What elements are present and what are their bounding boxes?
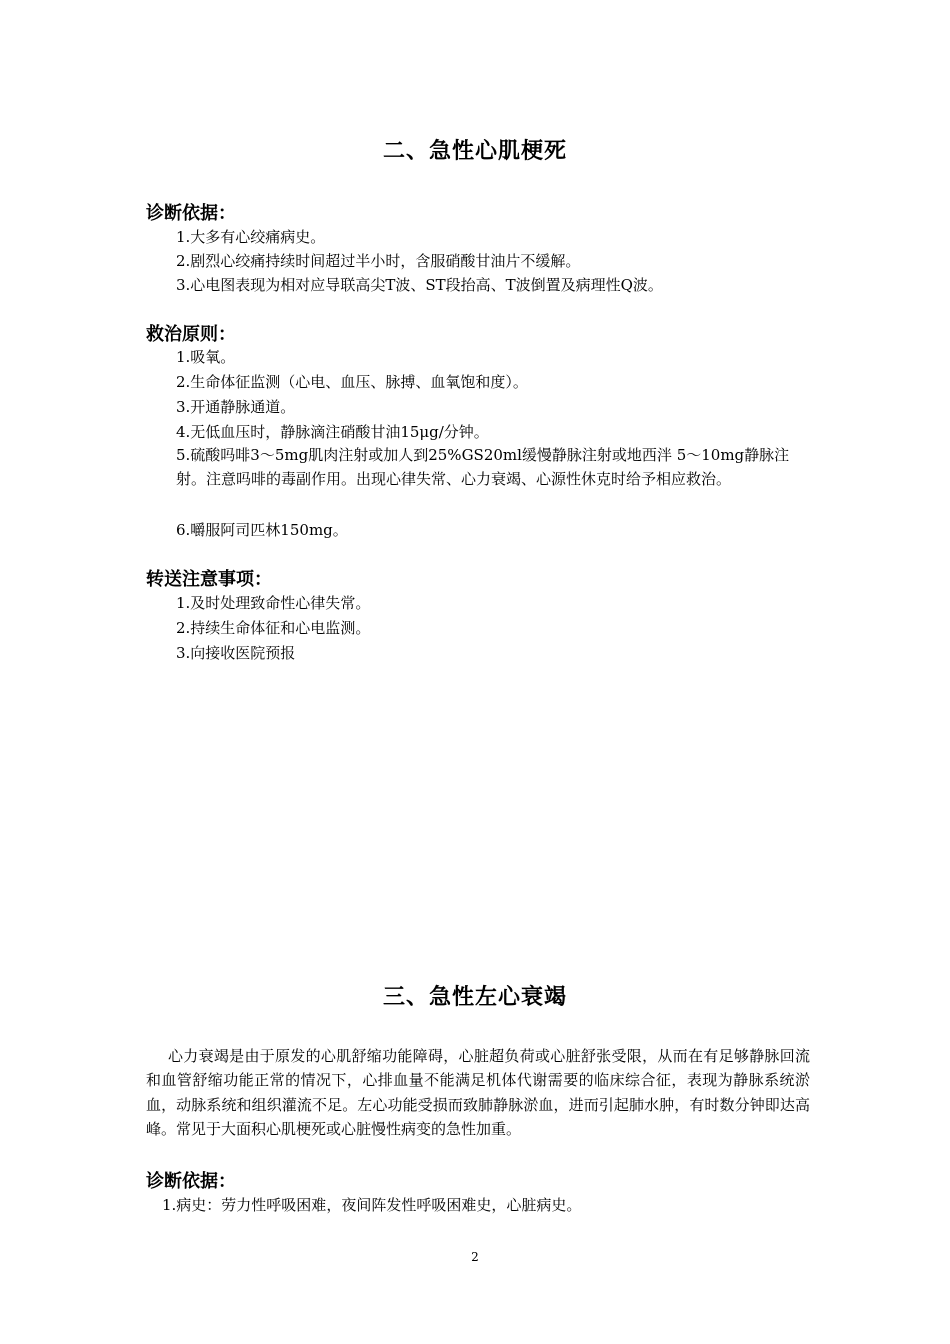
list-item: 2.生命体征监测（心电、血压、脉搏、血氧饱和度）。	[176, 373, 528, 391]
list-item: 3.心电图表现为相对应导联高尖T波、ST段抬高、T波倒置及病理性Q波。	[176, 276, 663, 294]
list-item: 3.向接收医院预报	[176, 644, 296, 662]
list-item: 6.嚼服阿司匹林150mg。	[176, 521, 348, 539]
section-title-acute-lhf: 三、急性左心衰竭	[382, 985, 567, 1010]
list-item: 2.持续生命体征和心电监测。	[176, 619, 371, 637]
list-item	[176, 443, 812, 491]
list-item: 4.无低血压时，静脉滴注硝酸甘油15μg/分钟。	[176, 423, 489, 441]
diagnosis-heading: 诊断依据：	[146, 1171, 236, 1192]
transfer-heading: 转送注意事项：	[146, 569, 272, 590]
list-item: 1.病史：劳力性呼吸困难，夜间阵发性呼吸困难史，心脏病史。	[162, 1196, 582, 1214]
list-item-text: 5.硫酸吗啡3～5mg肌肉注射或加人到25%GS20ml缓慢静脉注射或地西泮 5～10mg静脉注射。注意吗啡的毒副作用。出现心律失常、心力衰竭、心源性休克时给予相应救治。	[176, 446, 790, 488]
intro-paragraph: 心力衰竭是由于原发的心肌舒缩功能障碍，心脏超负荷或心脏舒张受限，从而在有足够静脉回流和血管舒缩功能正常的情况下，心排血量不能满足机体代谢需要的临床综合征，表现为静脉系统淤血，动脉系统和组织灌流不足。左心功能受损而致肺静脉淤血，进而引起肺水肿，有时数分钟即达高峰。常见于大面积心肌梗死或心脏慢性病变的急性加重。	[146, 1047, 810, 1139]
list-item: 3.开通静脉通道。	[176, 398, 296, 416]
diagnosis-heading: 诊断依据：	[146, 203, 236, 224]
page-number: 2	[471, 1250, 479, 1264]
treatment-heading: 救治原则：	[146, 324, 236, 345]
list-item: 1.吸氧。	[176, 348, 236, 366]
list-item: 1.大多有心绞痛病史。	[176, 228, 326, 246]
list-item: 1.及时处理致命性心律失常。	[176, 594, 371, 612]
section-title-acute-mi: 二、急性心肌梗死	[382, 139, 567, 164]
list-item: 2.剧烈心绞痛持续时间超过半小时，含服硝酸甘油片不缓解。	[176, 252, 581, 270]
